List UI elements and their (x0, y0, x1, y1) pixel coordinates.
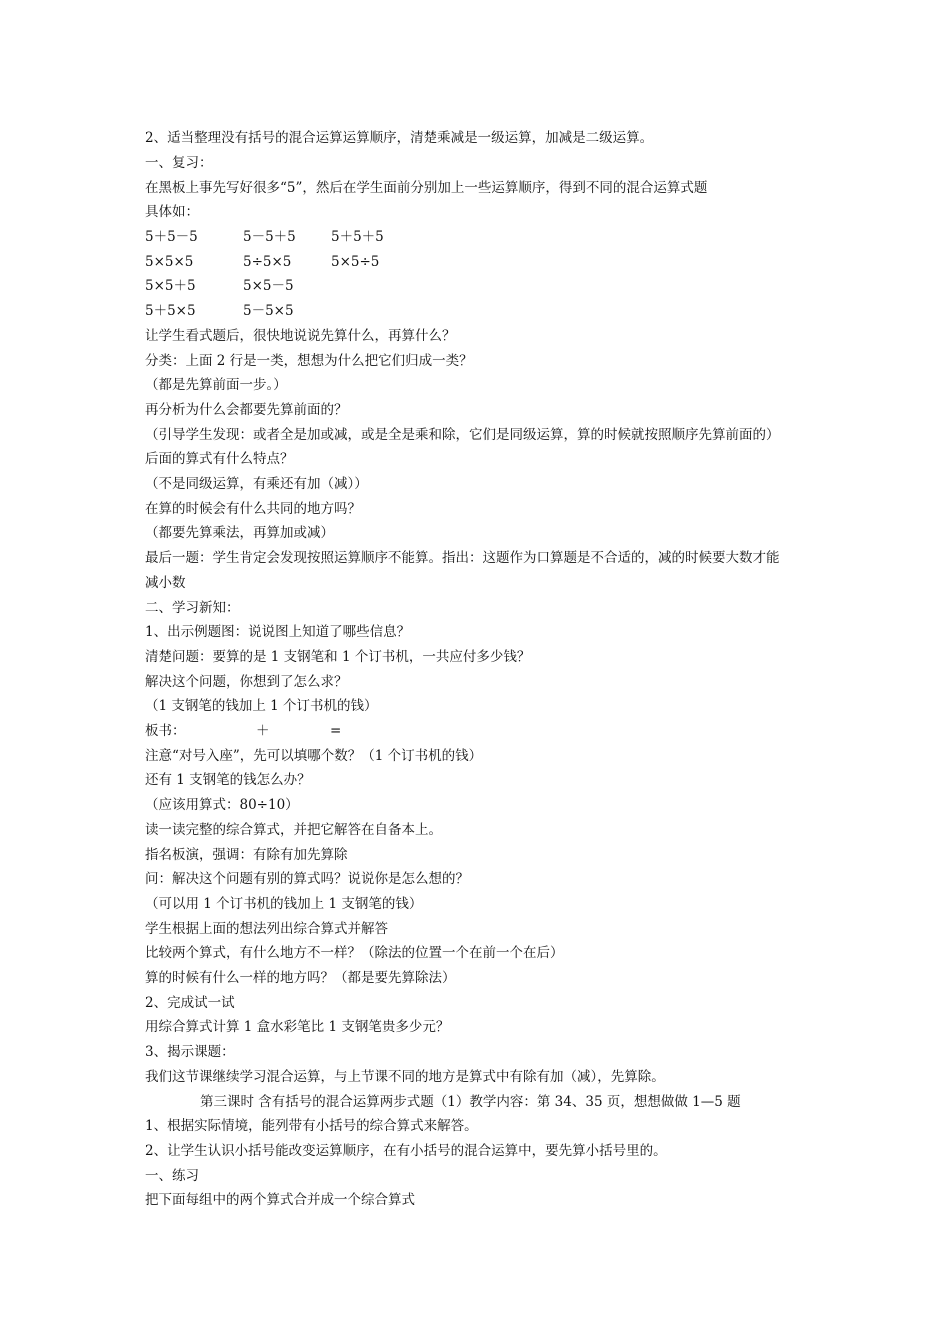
text-line: 问：解决这个问题有别的算式吗？说说你是怎么想的？ (145, 871, 469, 887)
text-line: 比较两个算式，有什么地方不一样？（除法的位置一个在前一个在后） (145, 945, 564, 961)
text-line: （1 支钢笔的钱加上 1 个订书机的钱） (145, 698, 378, 714)
board-line (0, 722, 950, 740)
text-line: 解决这个问题，你想到了怎么求？ (145, 674, 348, 690)
text-line: 2、让学生认识小括号能改变运算顺序，在有小括号的混合运算中，要先算小括号里的。 (145, 1143, 667, 1159)
text-line: 把下面每组中的两个算式合并成一个综合算式 (145, 1192, 415, 1208)
board-label: 板书： (145, 723, 186, 739)
text-line: 注意“对号入座”，先可以填哪个数？（1 个订书机的钱） (145, 748, 483, 764)
expression-row (0, 253, 950, 271)
text-line: （都要先算乘法，再算加或减） (145, 525, 334, 541)
expression: 5＋5×5 (145, 303, 196, 319)
text-line: （可以用 1 个订书机的钱加上 1 支钢笔的钱） (145, 896, 423, 912)
text-line: 1、根据实际情境，能列带有小括号的综合算式来解答。 (145, 1118, 478, 1134)
text-line: 指名板演，强调：有除有加先算除 (145, 847, 348, 863)
expression-row (0, 228, 950, 246)
expression: 5＋5＋5 (331, 229, 384, 245)
text-line: 在算的时候会有什么共同的地方吗？ (145, 501, 361, 517)
equals-sign: = (330, 723, 342, 739)
expression: 5－5＋5 (243, 229, 296, 245)
section-heading: 一、练习 (145, 1168, 199, 1184)
text-line: 减小数 (145, 575, 186, 591)
expression: 5×5＋5 (145, 278, 196, 294)
text-line: 再分析为什么会都要先算前面的？ (145, 402, 348, 418)
text-line: 2、适当整理没有括号的混合运算运算顺序，清楚乘减是一级运算，加减是二级运算。 (145, 130, 654, 146)
expression: 5×5－5 (243, 278, 294, 294)
text-line: 3、揭示课题： (145, 1044, 235, 1060)
expression: 5×5÷5 (331, 254, 380, 270)
text-line: 用综合算式计算 1 盒水彩笔比 1 支钢笔贵多少元？ (145, 1019, 450, 1035)
text-line: 清楚问题：要算的是 1 支钢笔和 1 个订书机，一共应付多少钱？ (145, 649, 531, 665)
text-line: 具体如： (145, 204, 199, 220)
text-line: （不是同级运算，有乘还有加（减）） (145, 476, 368, 492)
text-line: 让学生看式题后，很快地说说先算什么，再算什么？ (145, 328, 456, 344)
expression: 5－5×5 (243, 303, 294, 319)
text-line: （应该用算式：80÷10） (145, 797, 299, 813)
section-heading: 二、学习新知： (145, 600, 240, 616)
text-line: 还有 1 支钢笔的钱怎么办？ (145, 772, 311, 788)
text-line: 后面的算式有什么特点？ (145, 451, 294, 467)
expression: 5＋5－5 (145, 229, 198, 245)
text-line: 读一读完整的综合算式，并把它解答在自备本上。 (145, 822, 442, 838)
expression: 5÷5×5 (243, 254, 292, 270)
lesson-title: 第三课时 含有括号的混合运算两步式题（1）教学内容：第 34、35 页，想想做做 1—5 题 (200, 1094, 741, 1110)
text-line: 1、出示例题图：说说图上知道了哪些信息？ (145, 624, 411, 640)
expression-row (0, 302, 950, 320)
text-line: 学生根据上面的想法列出综合算式并解答 (145, 921, 388, 937)
text-line: （都是先算前面一步。） (145, 377, 287, 393)
text-line: 最后一题：学生肯定会发现按照运算顺序不能算。指出：这题作为口算题是不合适的，减的时候要大数才能 (145, 550, 780, 566)
section-heading: 一、复习： (145, 155, 213, 171)
text-line: 在黑板上事先写好很多“5”，然后在学生面前分别加上一些运算顺序，得到不同的混合运算式题 (145, 180, 708, 196)
text-line: 我们这节课继续学习混合运算，与上节课不同的地方是算式中有除有加（减），先算除。 (145, 1069, 665, 1085)
expression-row (0, 277, 950, 295)
expression: 5×5×5 (145, 254, 194, 270)
text-line: 2、完成试一试 (145, 995, 235, 1011)
text-line: （引导学生发现：或者全是加或减，或是全是乘和除，它们是同级运算，算的时候就按照顺序先算前面的） (145, 427, 780, 443)
plus-sign: ＋ (256, 723, 270, 739)
text-line: 分类：上面 2 行是一类，想想为什么把它们归成一类？ (145, 353, 473, 369)
text-line: 算的时候有什么一样的地方吗？（都是要先算除法） (145, 970, 456, 986)
